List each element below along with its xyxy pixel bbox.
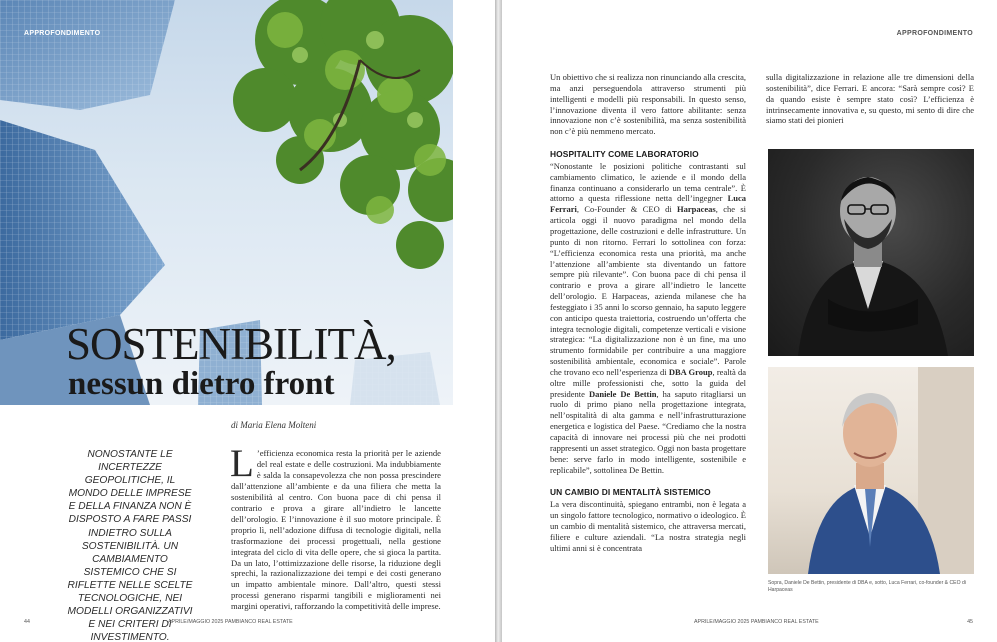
section-tag: APPROFONDIMENTO	[24, 30, 101, 37]
column-1-paragraph-1	[550, 161, 746, 475]
portrait-photo-luca-ferrari	[768, 149, 974, 356]
person-portrait-illustration	[768, 367, 974, 574]
column-2	[766, 72, 974, 126]
column-1-paragraph-2: La vera discontinuità, spiegano entrambi, non è legata a un singolo fattore tecnologico, normativo o ideologico. È un cambio di mentalità sistemico, che attraversa mercati, filiere e culture aziendali. “La nostra strategia negli ultimi anni si è concentrata	[550, 499, 746, 553]
lead-paragraph: NONOSTANTE LE INCERTEZZE GEOPOLITICHE, IL MONDO DELLE IMPRESE E DELLA FINANZA NON È DISPOSTO A FARE PASSI INDIETRO SULLA SOSTENIBILITÀ. UN CAMBIAMENTO SISTEMICO CHE SI RIFLETTE NELLE SCELTE TECNOLOGICHE, NEI MODELLI ORGANIZZATIVI E NEI CRITERI DI INVESTIMENTO.	[67, 449, 193, 642]
body-text-left	[230, 442, 441, 612]
company-name: Harpaceas	[677, 204, 716, 215]
page-gutter	[495, 0, 502, 642]
person-name: Luca Ferrari	[550, 193, 746, 215]
subhead-mentalita: UN CAMBIO DI MENTALITÀ SISTEMICO	[550, 487, 711, 498]
headline	[66, 319, 396, 402]
company-name: DBA Group	[668, 366, 713, 377]
column-1	[550, 72, 746, 553]
folio-title-left: APRILE/MAGGIO 2025 PAMBIANCO REAL ESTATE	[168, 619, 293, 625]
person-portrait-illustration	[768, 149, 974, 356]
person-name: Daniele De Bettin	[588, 388, 657, 399]
text-run: “Nonostante le posizioni politiche contrastanti sul cambiamento climatico, le aziende e il mondo della finanza continuano a considerarlo un tema centrale”. È attorno a questa riflessione netta dell’ingegner	[550, 160, 746, 204]
portrait-photo-daniele-de-bettin	[768, 367, 974, 574]
right-page	[502, 0, 997, 642]
body-text-left-paragraph: ’efficienza economica resta la priorità per le aziende del real estate e delle costruzioni. Ma indubbiamente è salda la consapevolezza che non possa prescindere dall’attenzione all’ambiente e da una filiera che metta la sostenibilità al centro. Con buona pace di chi pensa il contrario e prova a girare all’indietro le lancette dell’orologio. E l’innovazione è il suo motore principale. È proprio lì, nell’adozione diffusa di tecnologie digitali, nella trasformazione dei processi progettuali, nella gestione integrata del ciclo di vita delle opere, che si gioca la partita. Da un lato, l’ottimizzazione delle risorse, la riduzione degli sprechi, la razionalizzazione dei tempi e dei costi generano un impatto ambientale minore. Dall’altro, questi stessi processi generano risparmi tangibili e miglioramenti nei margini operativi, rafforzando la competitività delle imprese.	[231, 448, 441, 612]
column-1-intro: Un obiettivo che si realizza non rinunciando alla crescita, ma anzi perseguendola attraverso strumenti più intelligenti e modelli più responsabili. In questo senso, l’innovazione diventa il vero fattore abilitante: senza innovazione non c’è sostenibilità, ma senza sostenibilità non c’è più nemmeno mercato.	[550, 72, 746, 137]
headline-line-1: SOSTENIBILITÀ,	[66, 319, 396, 369]
subhead-hospitality: HOSPITALITY COME LABORATORIO	[550, 149, 699, 160]
left-page	[0, 0, 495, 642]
text-run: , realtà da oltre mille professionisti che, sotto la guida del presidente	[550, 366, 746, 399]
byline: di Maria Elena Molteni	[231, 420, 317, 430]
column-2-paragraph: sulla digitalizzazione in relazione alle tre dimensioni della sostenibilità”, dice Ferrari. E ancora: “Sarà sempre così? E da quando esiste è sempre stato così? L’efficienza è intrinsecamente innovativa e, su questo, mi sento di dire che siamo stati dei pionieri	[766, 72, 974, 126]
headline-line-2: nessun dietro front	[68, 366, 335, 402]
text-run: , che si articola oggi il nuovo paradigma nel mondo della progettazione, delle costruzioni e delle infrastrutture. Un punto di non ritorno. Ferrari lo sottolinea con forza: “L’efficienza economica resta una priorità, ma anche l’attenzione all’ambiente sta diventando un fattore sempre più rilevante”. Con buona pace di chi pensa il contrario e prova a girare all’indietro le lancette dell’orologio. E Harpaceas, azienda milanese che ha festeggiato i 35 anni lo scorso gennaio, ha saputo leggere con anticipo questa traiettoria, costruendo un’offerta che integra tecnologie digitali, competenze verticali e visione strategica: “La digitalizzazione non è un fine, ma uno strumento formidabile per contribuire a una maggiore sostenibilità ambientale, economica e sociale”. Parole che trovano eco nell’esperienza di	[550, 204, 746, 377]
page-number-left: 44	[24, 619, 30, 625]
text-run: , Co-Founder & CEO di	[576, 204, 678, 215]
dropcap: L	[230, 442, 254, 485]
photo-caption: Sopra, Daniele De Bettin, presidente di DBA e, sotto, Luca Ferrari, co-founder & CEO di Harpaceas	[768, 580, 966, 593]
section-tag-right: APPROFONDIMENTO	[896, 30, 973, 37]
page-number-right: 45	[967, 619, 973, 625]
folio-title-right: APRILE/MAGGIO 2025 PAMBIANCO REAL ESTATE	[694, 619, 819, 625]
text-run: , ha saputo ritagliarsi un ruolo di primo piano nella progettazione integrata, nell’ospitalità di alta gamma e nell’infrastrutturazione energetica e logistica del Paese. “Crediamo che la nostra capacità di innovare nei processi più che nei prodotti rappresenti un asset strategico. Oggi non basta progettare bene: serve farlo in modo intelligente, sostenibile e replicabile”, sottolinea De Bettin.	[550, 388, 746, 475]
